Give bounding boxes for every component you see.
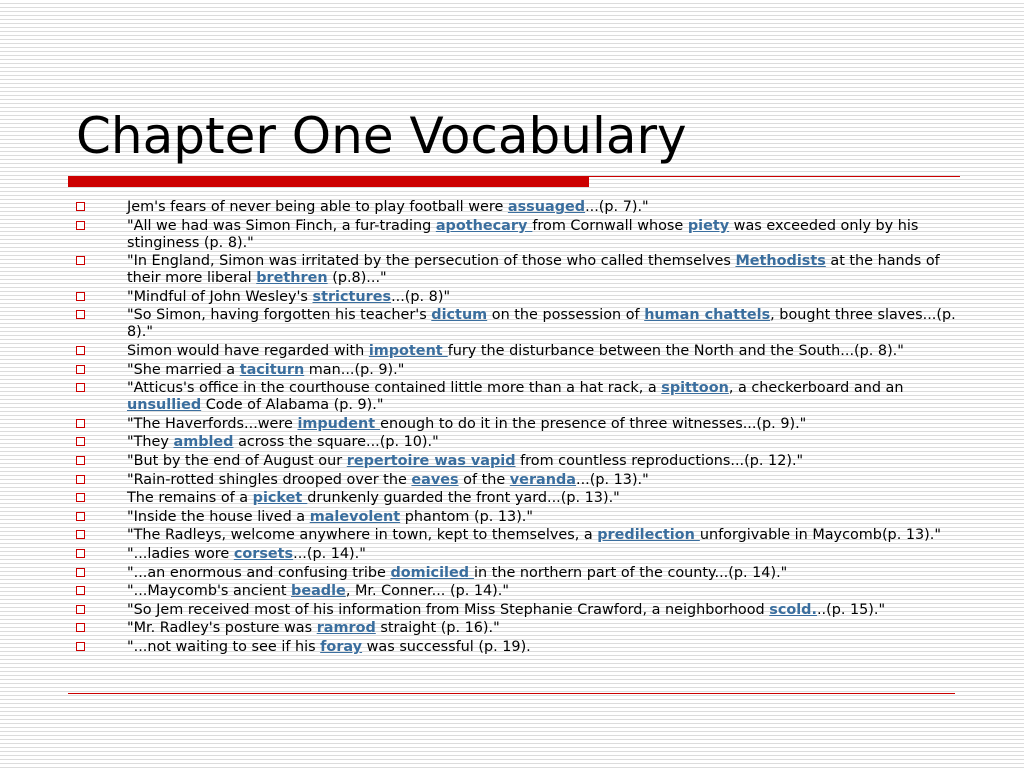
list-item: "So Jem received most of his information from Miss Stephanie Crawford, a neighborhood scold...(p. 15)." [76,602,956,619]
vocab-word[interactable]: veranda [509,471,577,488]
list-item: "The Radleys, welcome anywhere in town, kept to themselves, a predilection unforgivable in Maycomb(p. 13)." [76,527,956,544]
square-bullet-icon [76,365,85,374]
square-bullet-icon [76,256,85,265]
list-item: "Rain-rotted shingles drooped over the eaves of the veranda...(p. 13)." [76,472,956,489]
vocab-word[interactable]: human chattels [644,307,771,324]
vocab-word[interactable]: assuaged [507,199,586,215]
vocab-word[interactable]: foray [320,638,363,655]
square-bullet-icon [76,202,85,211]
list-item: The remains of a picket drunkenly guarded the front yard...(p. 13)." [76,490,956,507]
square-bullet-icon [76,383,85,392]
vocab-word[interactable]: ambled [173,434,234,451]
vocab-word[interactable]: apothecary [435,217,533,234]
list-item: "Inside the house lived a malevolent phantom (p. 13)." [76,509,956,526]
list-item: "All we had was Simon Finch, a fur-trading apothecary from Cornwall whose piety was exceeded only by his stinginess (p. 8)." [76,218,956,252]
vocabulary-list [76,199,956,657]
vocab-word[interactable]: piety [687,217,730,234]
square-bullet-icon [76,221,85,230]
square-bullet-icon [76,419,85,428]
list-item: "Mr. Radley's posture was ramrod straight (p. 16)." [76,620,956,637]
list-item: "...ladies wore corsets...(p. 14)." [76,546,956,563]
title-underline-thick [68,176,589,187]
vocab-word[interactable]: eaves [411,471,459,488]
vocab-word[interactable]: repertoire was vapid [346,452,516,469]
square-bullet-icon [76,642,85,651]
list-item: Simon would have regarded with impotent fury the disturbance between the North and the South...(p. 8)." [76,343,956,360]
square-bullet-icon [76,586,85,595]
square-bullet-icon [76,549,85,558]
square-bullet-icon [76,475,85,484]
vocab-word[interactable]: predilection [597,527,700,544]
square-bullet-icon [76,310,85,319]
list-item: "Atticus's office in the courthouse contained little more than a hat rack, a spittoon, a checkerboard and an unsullied Code of Alabama (p. 9)." [76,380,956,414]
slide-title: Chapter One Vocabulary [76,107,687,165]
vocab-word[interactable]: brethren [256,270,328,287]
list-item: "She married a taciturn man...(p. 9)." [76,362,956,379]
vocab-word[interactable]: dictum [431,307,488,324]
vocab-word[interactable]: impotent [368,342,448,359]
square-bullet-icon [76,493,85,502]
title-underline-thin [589,176,960,177]
vocab-word[interactable]: impudent [297,415,381,432]
list-item: "But by the end of August our repertoire was vapid from countless reproductions...(p. 12)." [76,453,956,470]
list-item: "So Simon, having forgotten his teacher's dictum on the possession of human chattels, bought three slaves...(p. 8)." [76,307,956,341]
square-bullet-icon [76,530,85,539]
square-bullet-icon [76,292,85,301]
square-bullet-icon [76,568,85,577]
list-item: "Mindful of John Wesley's strictures...(p. 8)" [76,289,956,306]
list-item: "In England, Simon was irritated by the persecution of those who called themselves Methodists at the hands of their more liberal brethren (p.8)..." [76,253,956,287]
square-bullet-icon [76,512,85,521]
vocab-word[interactable]: unsullied [127,397,202,414]
vocab-word[interactable]: strictures [312,288,392,305]
bottom-divider [68,693,955,694]
vocab-word[interactable]: domiciled [390,564,475,581]
square-bullet-icon [76,346,85,355]
vocab-word[interactable]: picket [252,490,308,507]
square-bullet-icon [76,456,85,465]
square-bullet-icon [76,437,85,446]
vocab-word[interactable]: beadle [291,583,346,600]
vocab-word[interactable]: corsets [233,545,294,562]
vocab-word[interactable]: spittoon [661,380,729,397]
square-bullet-icon [76,605,85,614]
vocab-word[interactable]: malevolent [309,508,401,525]
list-item: "...an enormous and confusing tribe domiciled in the northern part of the county...(p. 14)." [76,565,956,582]
vocab-word[interactable]: scold. [769,601,817,618]
square-bullet-icon [76,623,85,632]
vocab-word[interactable]: taciturn [239,361,305,378]
list-item: "They ambled across the square...(p. 10)." [76,434,956,451]
vocab-word[interactable]: ramrod [316,620,376,637]
list-item: Jem's fears of never being able to play football were assuaged...(p. 7)." [76,199,956,216]
vocab-word[interactable]: Methodists [735,253,826,270]
list-item: "The Haverfords...were impudent enough to do it in the presence of three witnesses...(p. 9)." [76,416,956,433]
list-item: "...Maycomb's ancient beadle, Mr. Conner... (p. 14)." [76,583,956,600]
list-item: "...not waiting to see if his foray was successful (p. 19). [76,639,956,656]
